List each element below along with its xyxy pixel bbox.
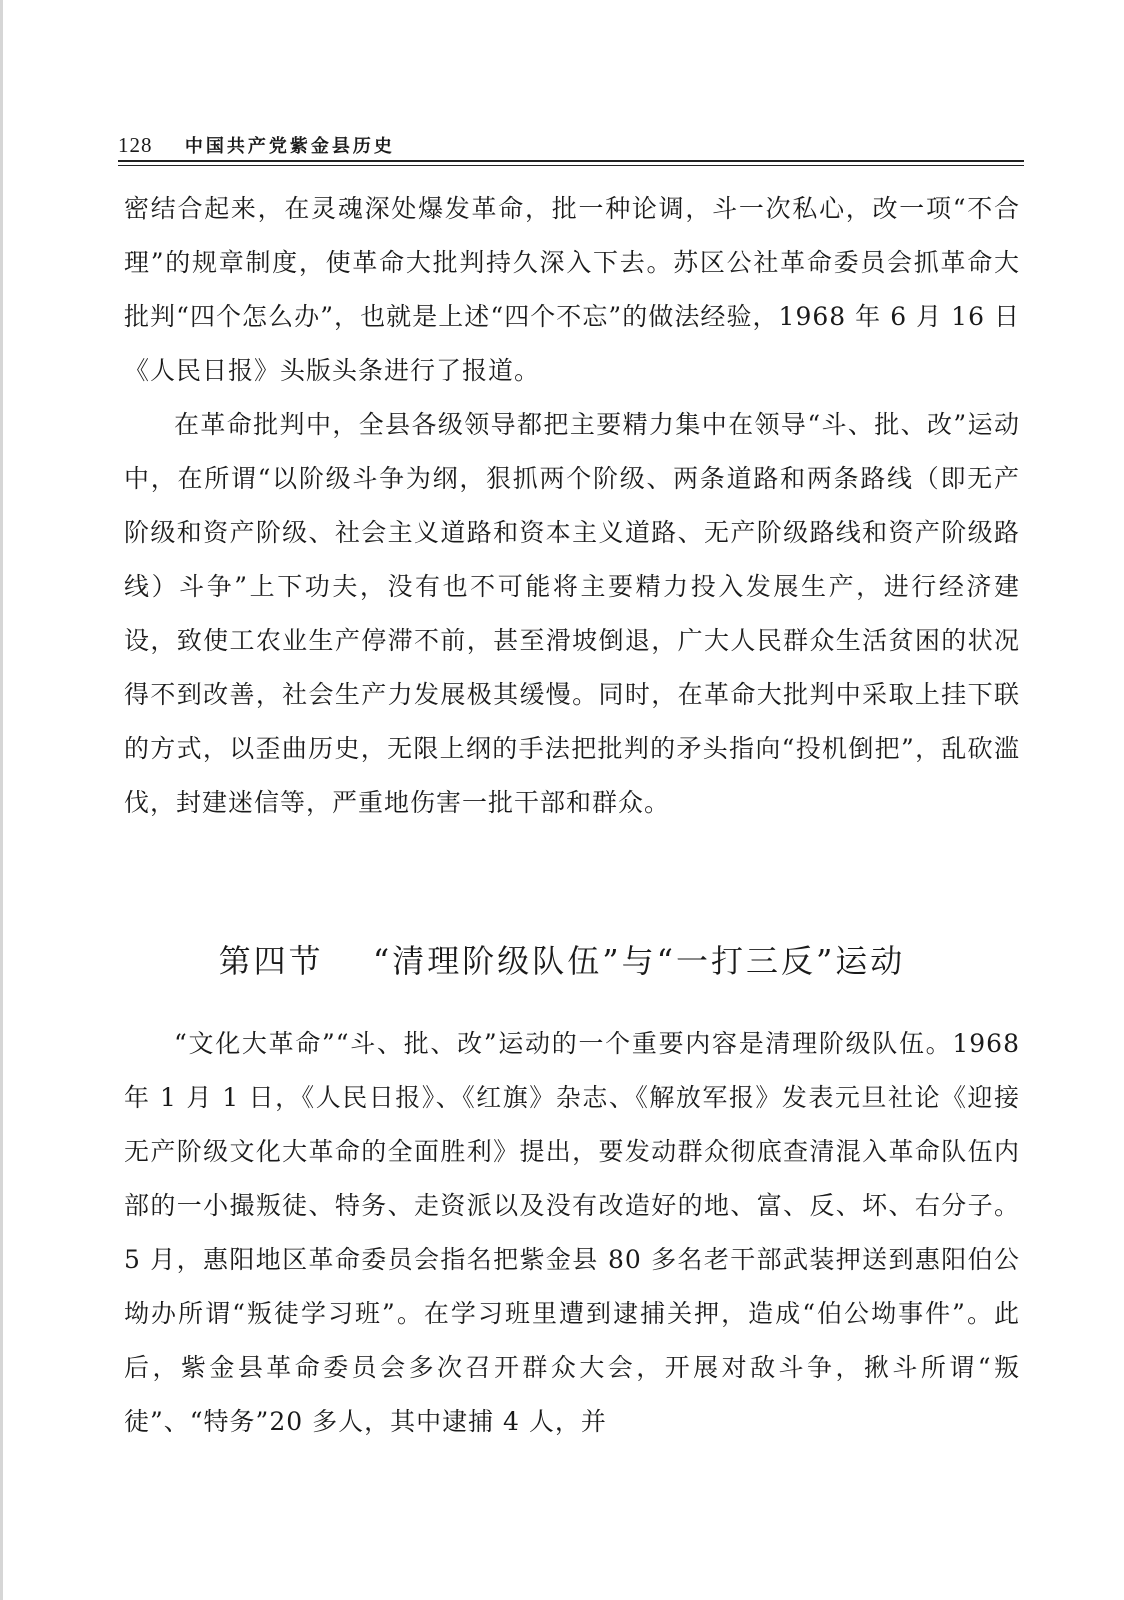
page-number: 128 [118, 133, 153, 157]
running-header [118, 132, 395, 158]
page-edge [0, 0, 3, 1600]
body-text-after-section [124, 1017, 1020, 1449]
paragraph-class-ranks-cleanup: “文化大革命”“斗、批、改”运动的一个重要内容是清理阶级队伍。1968 年 1 月 1 日，《人民日报》、《红旗》杂志、《解放军报》发表元旦社论《迎接无产阶级文化大革命的全面胜利》提出，要发动群众彻底查清混入革命队伍内部的一小撮叛徒、特务、走资派以及没有改造好的地、富、反、坏、右分子。5 月，惠阳地区革命委员会指名把紫金县 80 多名老干部武装押送到惠阳伯公坳办所谓“叛徒学习班”。在学习班里遭到逮捕关押，造成“伯公坳事件”。此后，紫金县革命委员会多次召开群众大会，开展对敌斗争，揪斗所谓“叛徒”、“特务”20 多人，其中逮捕 4 人，并 [124, 1029, 1020, 1436]
paragraph-revolution-criticism: 在革命批判中，全县各级领导都把主要精力集中在领导“斗、批、改”运动中，在所谓“以阶级斗争为纲，狠抓两个阶级、两条道路和两条路线（即无产阶级和资产阶级、社会主义道路和资本主义道路、无产阶级路线和资产阶级路线）斗争”上下功夫，没有也不可能将主要精力投入发展生产，进行经济建设，致使工农业生产停滞不前，甚至滑坡倒退，广大人民群众生活贫困的状况得不到改善，社会生产力发展极其缓慢。同时，在革命大批判中采取上挂下联的方式，以歪曲历史，无限上纲的手法把批判的矛头指向“投机倒把”，乱砍滥伐，封建迷信等，严重地伤害一批干部和群众。 [124, 410, 1020, 817]
section-title: “清理阶级队伍”与“一打三反”运动 [372, 942, 906, 980]
header-rule-thin [118, 165, 1024, 166]
header-rule-thick [118, 160, 1024, 162]
book-title: 中国共产党紫金县历史 [184, 136, 395, 157]
section-number: 第四节 [218, 942, 324, 980]
paragraph-continued: 密结合起来，在灵魂深处爆发革命，批一种论调，斗一次私心，改一项“不合理”的规章制度，使革命大批判持久深入下去。苏区公社革命委员会抓革命大批判“四个怎么办”，也就是上述“四个不忘”的做法经验，1968 年 6 月 16 日《人民日报》头版头条进行了报道。 [124, 194, 1020, 385]
section-heading [0, 936, 1124, 986]
body-text-before-section [124, 182, 1020, 830]
